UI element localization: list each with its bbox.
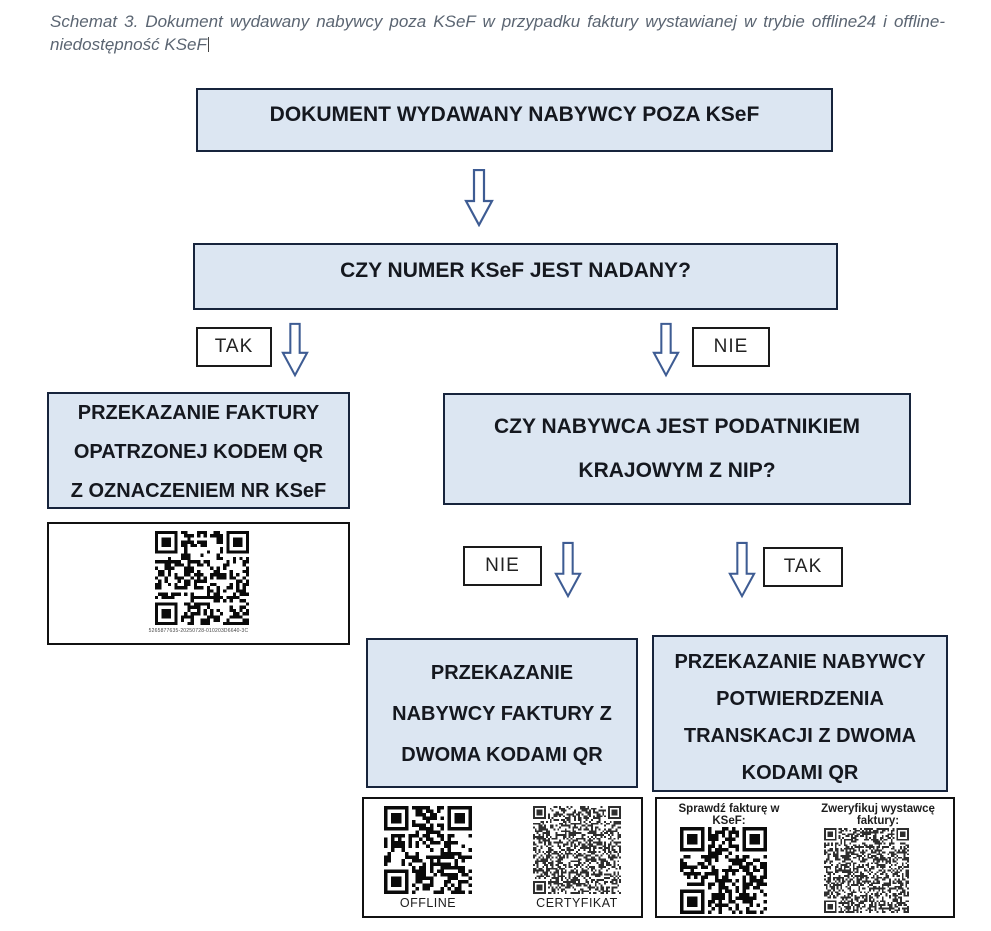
down-arrow-icon: [652, 321, 680, 379]
result-confirmation-line: POTWIERDZENIA: [716, 688, 884, 710]
question1-box: [193, 243, 838, 310]
branch-tak-2-text: TAK: [783, 556, 823, 577]
qr-panel-two-codes: [362, 797, 643, 918]
qr-certificate-label: CERTYFIKAT: [536, 896, 618, 910]
question2-box: [443, 393, 911, 505]
question2-line: KRAJOWYM Z NIP?: [578, 459, 776, 482]
qr-panel-ksef: [47, 522, 350, 645]
schemat-caption: [50, 10, 945, 56]
result-two-codes-line: DWOMA KODAMI QR: [401, 744, 603, 766]
qr-code-ksef: [155, 531, 249, 625]
qr-check-invoice-label: Sprawdź fakturę w KSeF:: [678, 803, 780, 827]
result-ksef-line: PRZEKAZANIE FAKTURY: [77, 402, 320, 424]
qr-ksef-number: 5265877635-20250728-010203D6640-3C: [148, 628, 249, 634]
caption-line-1: Schemat 3. Dokument wydawany nabywcy poza KSeF w przypadku faktury wystawianej w trybie offline24 i offline-: [50, 12, 945, 31]
flowchart-title-box: [196, 88, 833, 152]
qr-panel-confirmation: [655, 797, 955, 918]
caption-line-2: niedostępność KSeF: [50, 35, 207, 54]
qr-code-verify-issuer: [824, 828, 909, 913]
result-two-codes-line: NABYWCY FAKTURY Z: [392, 703, 612, 725]
result-ksef-line: Z OZNACZENIEM NR KSeF: [70, 480, 327, 502]
result-two-codes-line: PRZEKAZANIE: [430, 662, 574, 684]
branch-nie-1-text: NIE: [713, 336, 749, 357]
qr-verify-issuer-label: Zweryfikuj wystawcę faktury:: [821, 803, 935, 827]
down-arrow-icon: [554, 540, 582, 600]
qr-code-offline: [384, 806, 472, 894]
qr-offline-label: OFFLINE: [399, 896, 457, 910]
down-arrow-icon: [464, 169, 494, 227]
result-confirmation-line: KODAMI QR: [741, 762, 859, 784]
qr-code-certificate: [533, 806, 621, 894]
result-box-two-codes: [366, 638, 638, 788]
down-arrow-icon: [728, 540, 756, 600]
branch-tak-1-text: TAK: [214, 336, 254, 357]
text-cursor: [208, 37, 209, 52]
branch-label-nie-1: [692, 327, 770, 367]
down-arrow-icon: [281, 321, 309, 379]
result-box-ksef: [47, 392, 350, 509]
result-confirmation-line: TRANSKACJI Z DWOMA: [683, 725, 917, 747]
branch-label-tak-2: [763, 547, 843, 587]
branch-label-tak-1: [196, 327, 272, 367]
result-confirmation-line: PRZEKAZANIE NABYWCY: [674, 651, 926, 673]
question2-line: CZY NABYWCA JEST PODATNIKIEM: [494, 415, 860, 438]
result-box-confirmation: [652, 635, 948, 792]
question1-text: CZY NUMER KSeF JEST NADANY?: [340, 259, 691, 282]
result-ksef-line: OPATRZONEJ KODEM QR: [73, 441, 324, 463]
flowchart-title: DOKUMENT WYDAWANY NABYWCY POZA KSeF: [269, 103, 760, 126]
qr-code-check-invoice: [680, 827, 767, 914]
branch-nie-2-text: NIE: [485, 555, 520, 576]
branch-label-nie-2: [463, 546, 542, 586]
